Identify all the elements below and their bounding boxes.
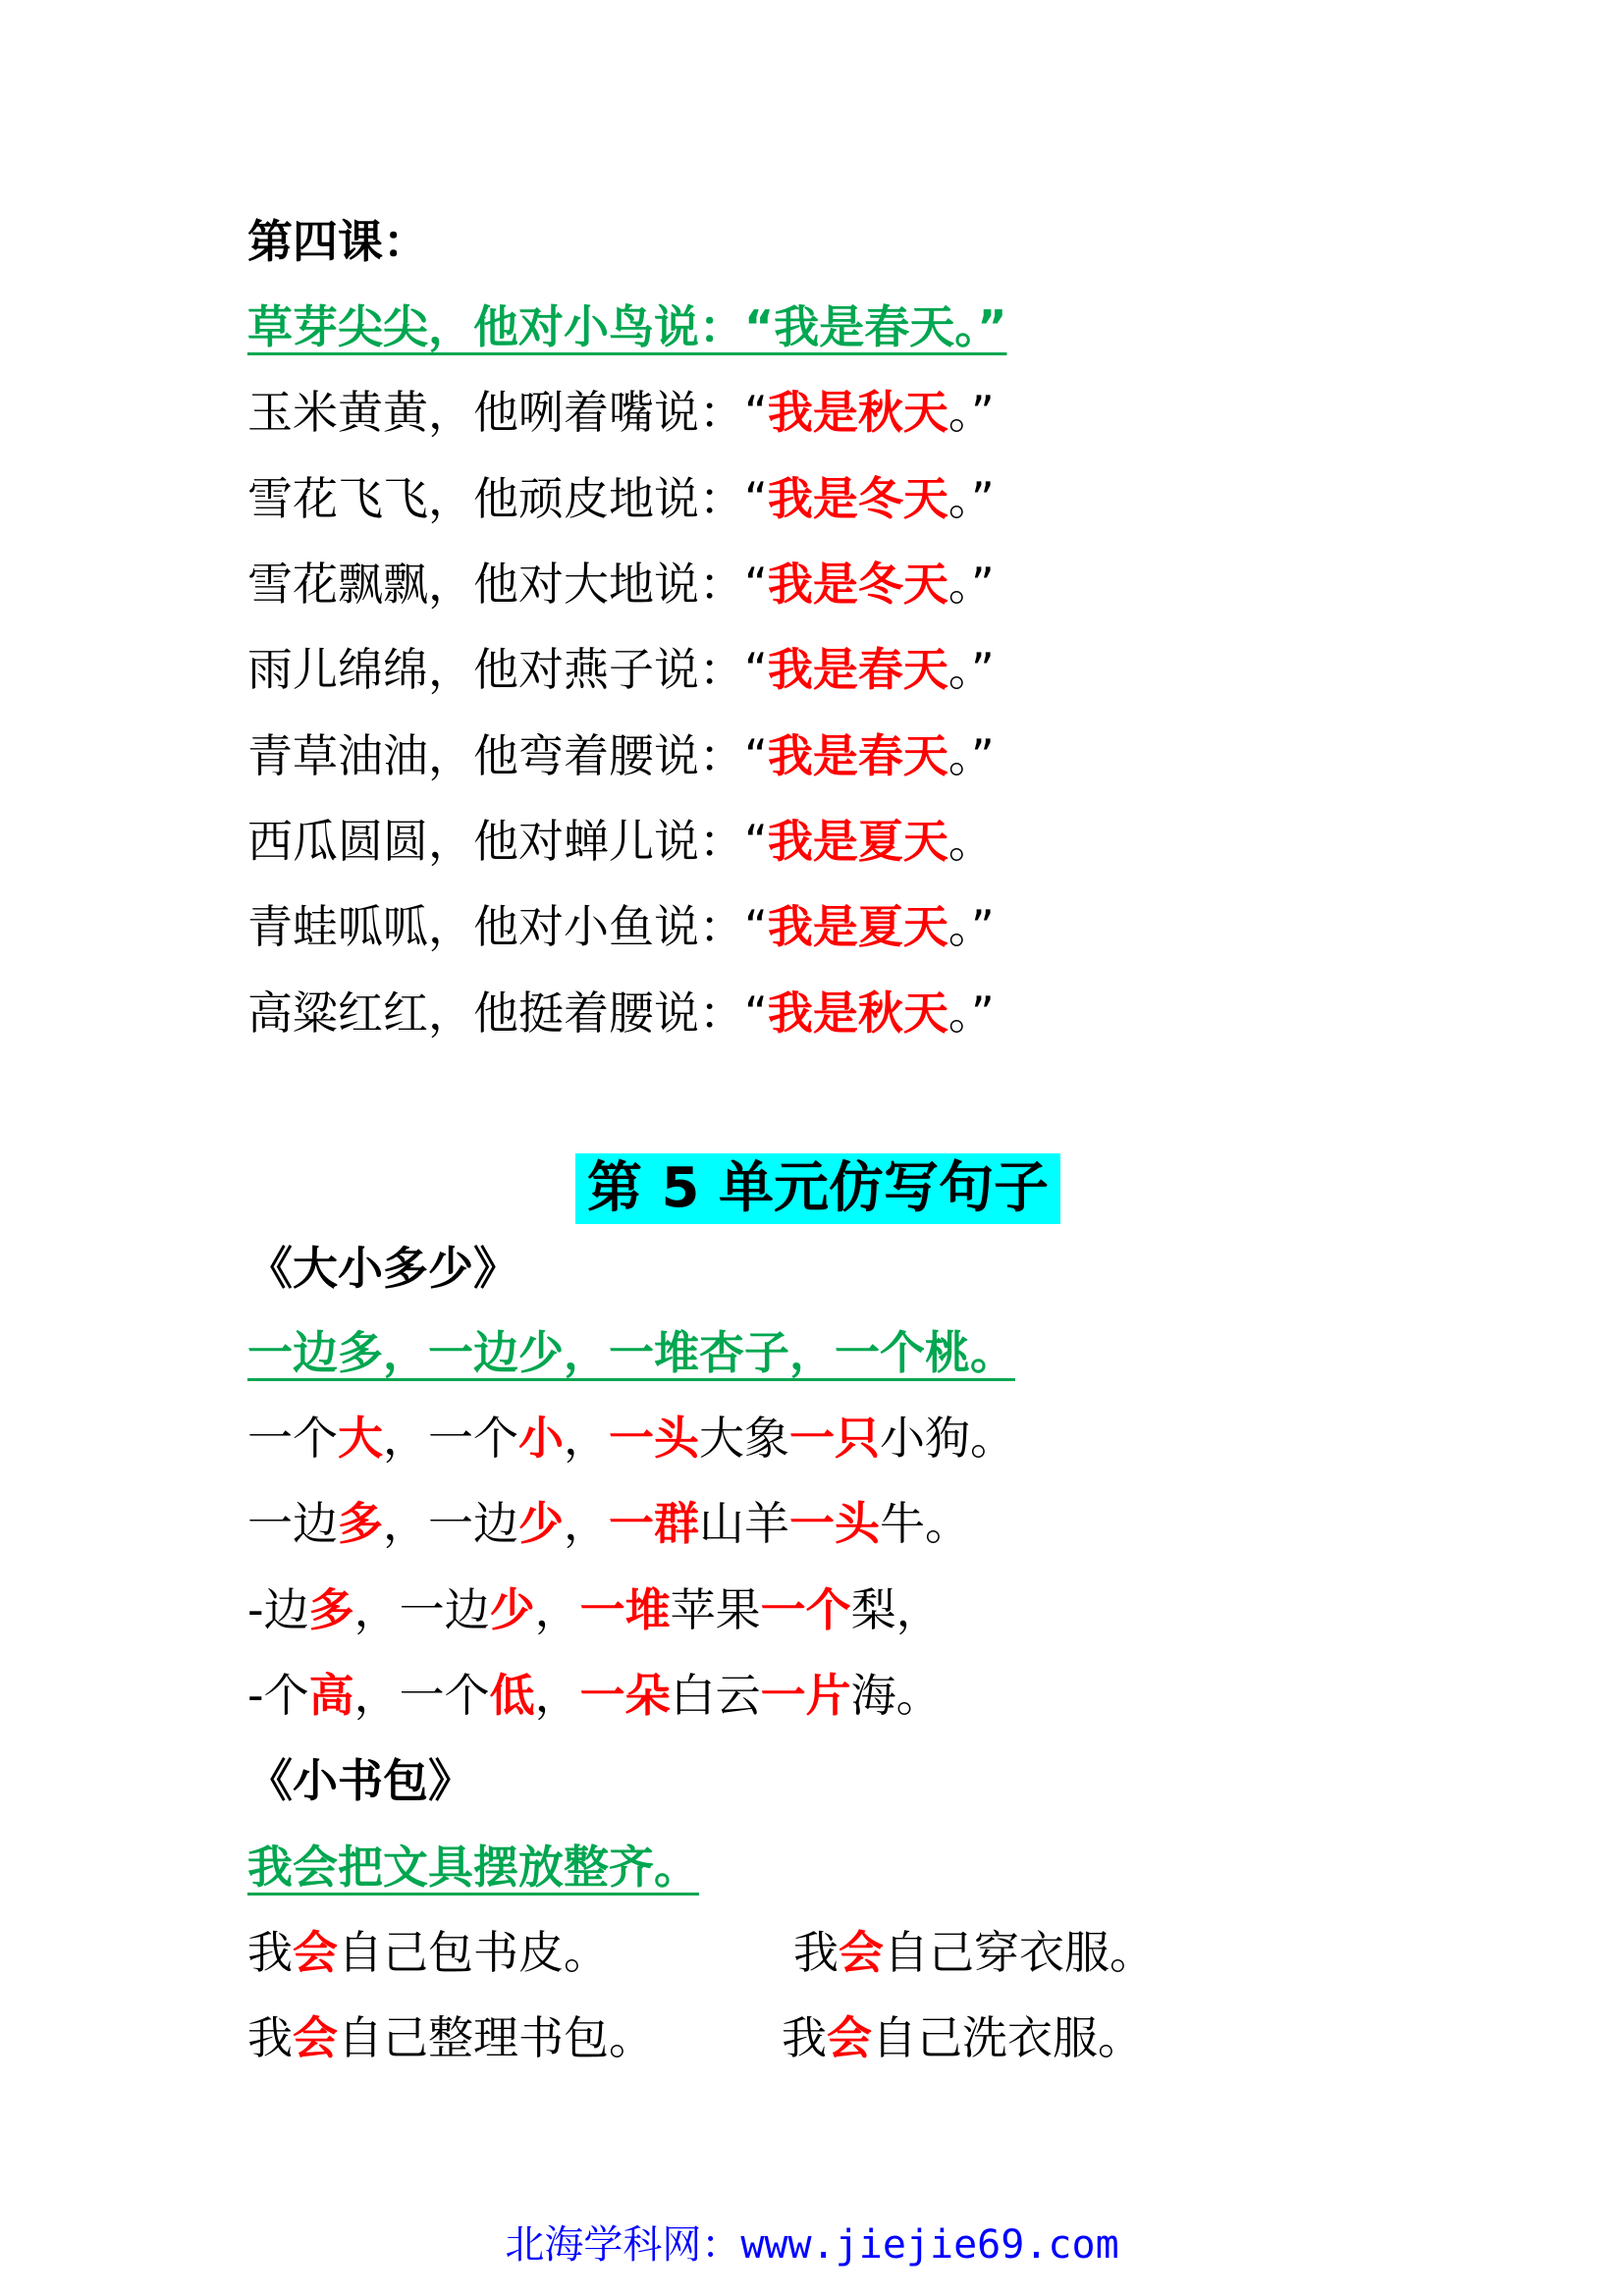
seg: -个: [247, 1669, 309, 1722]
lesson-b-item-3: [247, 2008, 654, 2067]
seg-highlight: 多: [308, 1583, 354, 1636]
lesson4-line-3: [247, 555, 995, 614]
line-highlight: 我是春天: [767, 643, 948, 696]
line-text: 玉米黄黄，他咧着嘴说：“: [247, 386, 768, 439]
seg: ，: [534, 1669, 580, 1722]
seg-highlight: 会: [293, 1926, 338, 1979]
seg-highlight: 多: [338, 1497, 383, 1550]
lesson-b-title: 《小书包》: [247, 1754, 473, 1807]
seg: ，: [564, 1412, 609, 1465]
lesson-a-line-3: [247, 1580, 942, 1639]
seg-highlight: 一头: [609, 1412, 699, 1465]
lesson4-line-4: [247, 640, 995, 699]
seg: 一边: [247, 1497, 338, 1550]
line-highlight: 我是秋天: [767, 987, 948, 1040]
seg-highlight: 一个: [760, 1583, 851, 1636]
seg-highlight: 高: [308, 1669, 354, 1722]
lesson4-example-sentence: 草芽尖尖，他对小鸟说：“我是春天。”: [247, 300, 1007, 353]
seg-highlight: 一堆: [579, 1583, 671, 1636]
footer-url: www.jiejie69.com: [740, 2222, 1119, 2268]
lesson4-title: 第四课：: [247, 215, 428, 268]
lesson-b-example-sentence: 我会把文具摆放整齐。: [247, 1841, 699, 1894]
seg-highlight: 大: [338, 1412, 383, 1465]
seg: 自己穿衣服。: [884, 1926, 1155, 1979]
seg-highlight: 低: [489, 1669, 535, 1722]
lesson-a-line-4: [247, 1666, 942, 1725]
line-text: 雨儿绵绵，他对燕子说：“: [247, 643, 768, 696]
line-highlight: 我是秋天: [767, 386, 948, 439]
seg-highlight: 会: [827, 2011, 872, 2064]
line-text: 青草油油，他弯着腰说：“: [247, 729, 768, 782]
seg: 我: [247, 1926, 293, 1979]
seg: 我: [247, 2011, 293, 2064]
lesson4-line-7: [247, 897, 995, 956]
line-highlight: 我是冬天: [767, 472, 948, 525]
lesson4-line-5: [247, 726, 995, 785]
lesson-b-item-1: [247, 1923, 609, 1982]
line-end: 。: [947, 815, 994, 868]
seg: 大象: [699, 1412, 789, 1465]
footer-label: 北海学科网：: [505, 2222, 741, 2268]
line-text: 西瓜圆圆，他对蝉儿说：“: [247, 815, 768, 868]
seg: 梨，: [850, 1583, 942, 1636]
seg: 牛。: [880, 1497, 970, 1550]
lesson-a-line-1: [247, 1409, 1015, 1468]
unit5-banner: 第 5 单元仿写句子: [575, 1153, 1060, 1224]
seg-highlight: 一朵: [579, 1669, 671, 1722]
seg: -边: [247, 1583, 309, 1636]
lesson-b-item-2: [793, 1923, 1155, 1982]
seg: ，: [564, 1497, 609, 1550]
seg: ，一个: [353, 1669, 490, 1722]
lesson4-line-2: [247, 469, 995, 528]
line-end: 。”: [947, 558, 995, 611]
line-text: 雪花飞飞，他顽皮地说：“: [247, 472, 768, 525]
lesson4-line-1: [247, 383, 995, 442]
seg-highlight: 一群: [609, 1497, 699, 1550]
line-end: 。”: [947, 729, 995, 782]
line-end: 。”: [947, 643, 995, 696]
seg: 山羊: [699, 1497, 789, 1550]
footer-watermark: [0, 2220, 1624, 2269]
line-end: 。”: [947, 386, 995, 439]
line-highlight: 我是夏天: [767, 815, 948, 868]
seg: 苹果: [670, 1583, 761, 1636]
line-end: 。”: [947, 987, 995, 1040]
seg: 我: [793, 1926, 839, 1979]
line-text: 高粱红红，他挺着腰说：“: [247, 987, 768, 1040]
line-highlight: 我是夏天: [767, 900, 948, 953]
seg: 自己包书皮。: [338, 1926, 609, 1979]
line-highlight: 我是春天: [767, 729, 948, 782]
seg: ，一边: [383, 1497, 518, 1550]
line-highlight: 我是冬天: [767, 558, 948, 611]
seg-highlight: 一头: [789, 1497, 880, 1550]
seg-highlight: 会: [293, 2011, 338, 2064]
lesson4-line-8: [247, 984, 995, 1042]
seg: ，一边: [353, 1583, 490, 1636]
seg: 海。: [850, 1669, 942, 1722]
lesson4-line-6: [247, 812, 994, 871]
seg-highlight: 一片: [760, 1669, 851, 1722]
seg-highlight: 少: [489, 1583, 535, 1636]
line-end: 。”: [947, 900, 995, 953]
seg: 我: [782, 2011, 827, 2064]
seg-highlight: 小: [518, 1412, 564, 1465]
seg: ，一个: [383, 1412, 518, 1465]
seg: 白云: [670, 1669, 761, 1722]
line-text: 青蛙呱呱，他对小鱼说：“: [247, 900, 768, 953]
lesson-a-example-sentence: 一边多，一边少，一堆杏子，一个桃。: [247, 1326, 1015, 1379]
seg-highlight: 会: [839, 1926, 884, 1979]
seg: 一个: [247, 1412, 338, 1465]
line-end: 。”: [947, 472, 995, 525]
line-text: 雪花飘飘，他对大地说：“: [247, 558, 768, 611]
seg-highlight: 一只: [789, 1412, 880, 1465]
seg: 自己洗衣服。: [872, 2011, 1143, 2064]
lesson-b-item-4: [782, 2008, 1143, 2067]
seg: ，: [534, 1583, 580, 1636]
lesson-a-title: 《大小多少》: [247, 1242, 518, 1295]
seg: 小狗。: [880, 1412, 1015, 1465]
lesson-a-line-2: [247, 1494, 970, 1553]
seg-highlight: 少: [518, 1497, 564, 1550]
seg: 自己整理书包。: [338, 2011, 654, 2064]
